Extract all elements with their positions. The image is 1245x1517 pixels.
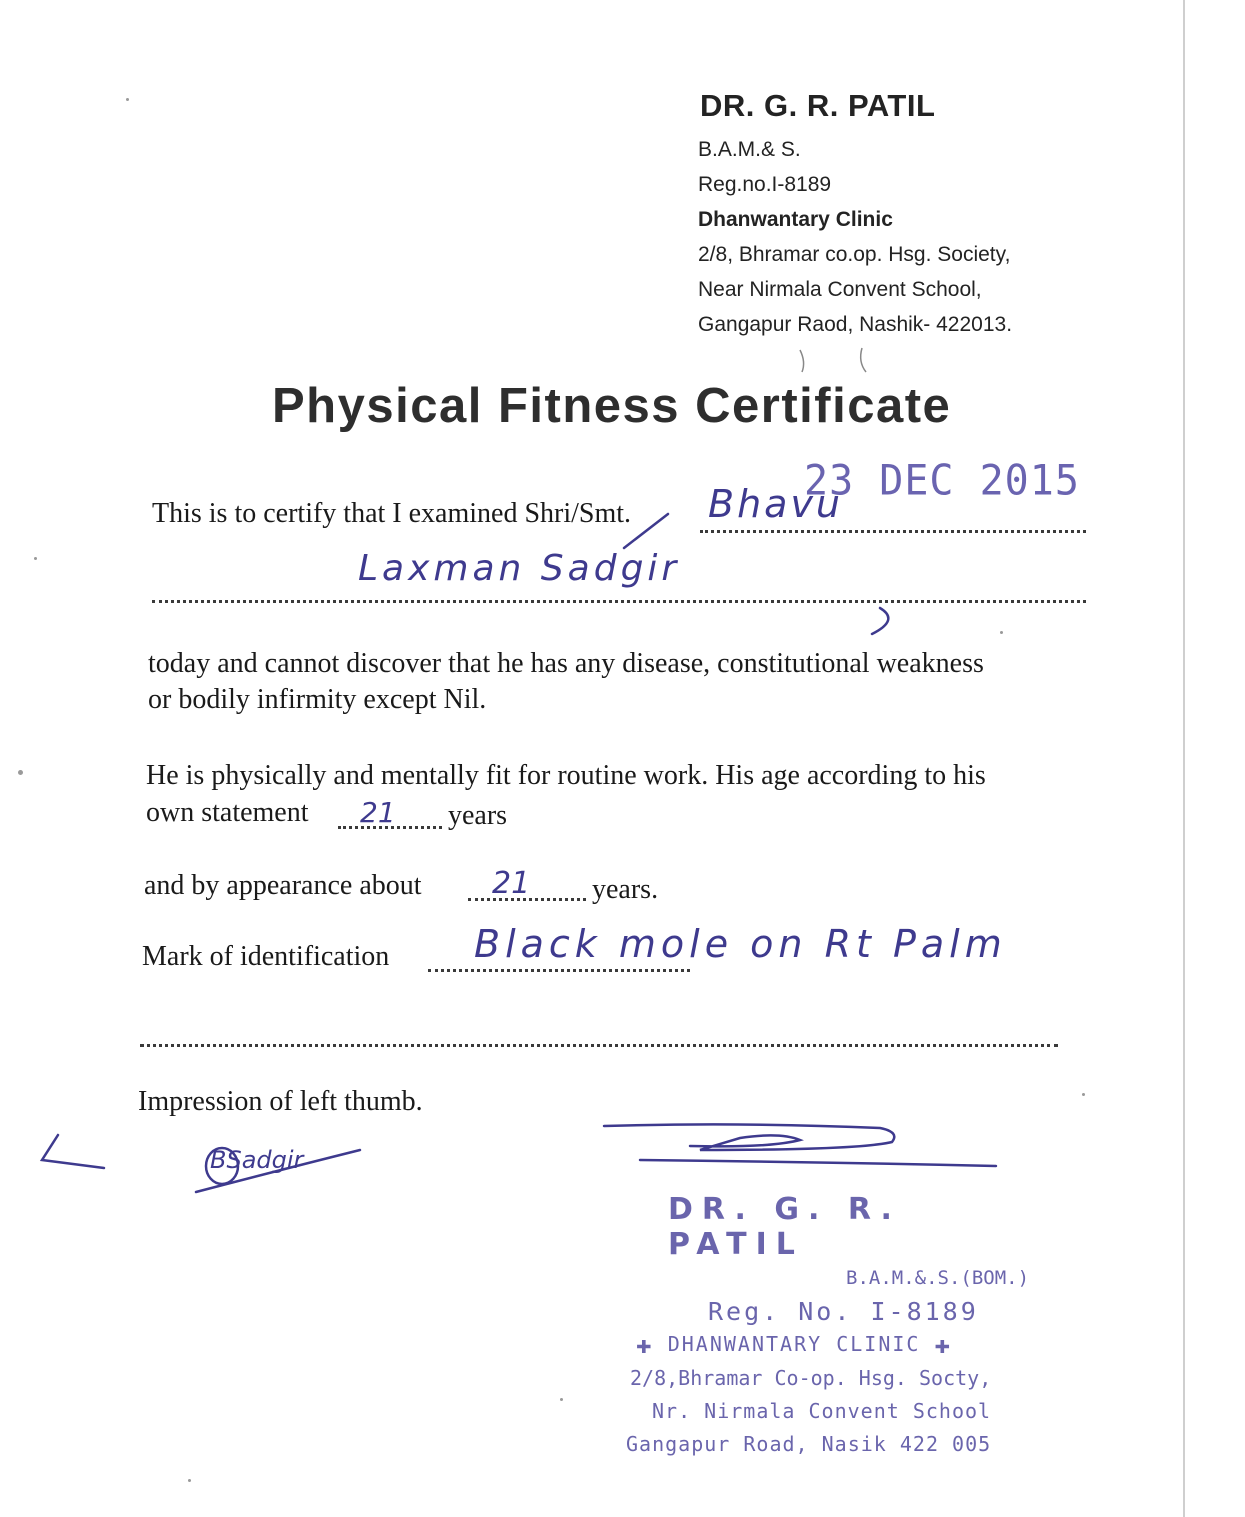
- clinic-address-line2: Near Nirmala Convent School,: [698, 278, 982, 301]
- doctor-registration: Reg.no.I-8189: [698, 173, 832, 196]
- clinic-address-line3: Gangapur Raod, Nashik- 422013.: [698, 313, 1013, 336]
- stamp-registration: Reg. No. I-8189: [708, 1297, 979, 1326]
- certificate-text-line3: today and cannot discover that he has any disease, constitutional weakness: [148, 648, 984, 679]
- years-label-2: years.: [592, 874, 659, 905]
- doctor-rubber-stamp: [626, 1192, 1046, 1461]
- stamp-qualification: B.A.M.&.S.(BOM.): [846, 1267, 1030, 1289]
- stamp-clinic-row: [636, 1328, 1046, 1362]
- stamp-address-line3: Gangapur Road, Nasik 422 005: [626, 1432, 992, 1456]
- date-stamp: 23 DEC 2015: [804, 456, 1080, 506]
- appearance-label: and by appearance about: [144, 870, 422, 901]
- identification-value: Black mole on Rt Palm: [474, 922, 1007, 966]
- stamp-clinic: DHANWANTARY CLINIC: [667, 1332, 921, 1356]
- years-label: years: [448, 800, 508, 831]
- certificate-text-line5: He is physically and mentally fit for routine work. His age according to his: [146, 760, 986, 791]
- certificate-text-line4: or bodily infirmity except Nil.: [148, 684, 487, 715]
- stamp-address-line2: Nr. Nirmala Convent School: [652, 1399, 992, 1423]
- certificate-title: Physical Fitness Certificate: [272, 379, 952, 433]
- doctor-qualification: B.A.M.& S.: [698, 138, 801, 161]
- stamp-doctor-name: DR. G. R. PATIL: [668, 1192, 901, 1262]
- identification-label: Mark of identification: [142, 941, 390, 972]
- age-appearance-value: 21: [492, 866, 531, 901]
- own-statement-label: own statement: [146, 797, 309, 828]
- red-cross-icon: ✚: [934, 1330, 953, 1360]
- clinic-address-line1: 2/8, Bhramar co.op. Hsg. Society,: [698, 243, 1011, 266]
- age-statement-value: 21: [360, 796, 396, 829]
- examinee-first-name: Bhavu: [708, 482, 844, 526]
- thumb-impression-label: Impression of left thumb.: [138, 1086, 423, 1117]
- doctor-name: DR. G. R. PATIL: [700, 88, 936, 123]
- certify-line: This is to certify that I examined Shri/Smt.: [152, 498, 632, 529]
- red-cross-icon: ✚: [636, 1330, 654, 1360]
- thumb-signature: BSadgir: [210, 1146, 304, 1174]
- examinee-surname: Laxman Sadgir: [358, 548, 681, 589]
- stamp-address-line1: 2/8,Bhramar Co-op. Hsg. Socty,: [630, 1366, 992, 1390]
- clinic-name: Dhanwantary Clinic: [698, 208, 893, 231]
